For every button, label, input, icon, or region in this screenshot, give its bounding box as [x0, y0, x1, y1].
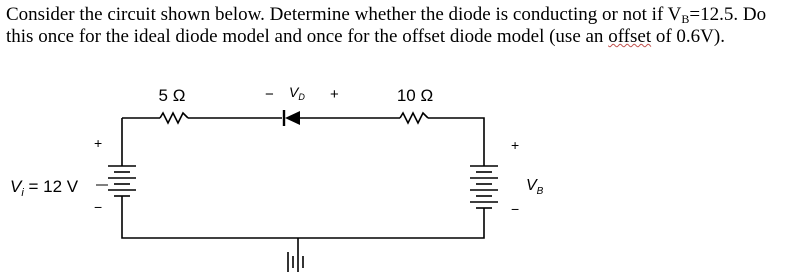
r2-label: 10 Ω: [396, 86, 434, 105]
left-wire: [122, 118, 484, 238]
vi-label: [10, 177, 79, 199]
vi-subscript: i: [21, 187, 24, 199]
vi-value: = 12 V: [23, 177, 79, 196]
ground-symbol: [288, 252, 303, 272]
question-vb-value: =12.5. Do this once for the ideal diode model and once for the offset diode model (use an: [6, 4, 767, 47]
vd-label: [289, 84, 305, 102]
vd-minus: −: [265, 86, 274, 103]
vi-symbol: V: [10, 177, 22, 196]
top-wire: [122, 118, 484, 166]
vb-subscript: B: [536, 186, 544, 197]
vd-subscript: D: [298, 92, 305, 102]
vi-plus: +: [94, 135, 103, 151]
battery-vb: [470, 166, 498, 212]
resistor-10-ohm: [400, 113, 428, 123]
vb-minus: −: [511, 201, 520, 217]
diode: [284, 110, 300, 126]
question-offset-word: offset: [608, 26, 652, 47]
question-tail: of 0.6V).: [651, 26, 725, 47]
vb-symbol: V: [526, 177, 537, 194]
battery-vi: [108, 166, 136, 198]
vi-minus: −: [94, 199, 103, 215]
vd-symbol: V: [289, 84, 299, 100]
resistor-5-ohm: [160, 113, 188, 123]
question-intro: Consider the circuit shown below. Determine whether the diode is conducting or not if V: [6, 4, 682, 25]
question-vb-subscript: B: [681, 12, 690, 26]
r1-label: 5 Ω: [158, 86, 186, 105]
vb-label: [526, 177, 544, 197]
vd-plus: +: [330, 86, 339, 103]
vb-plus: +: [511, 137, 520, 153]
